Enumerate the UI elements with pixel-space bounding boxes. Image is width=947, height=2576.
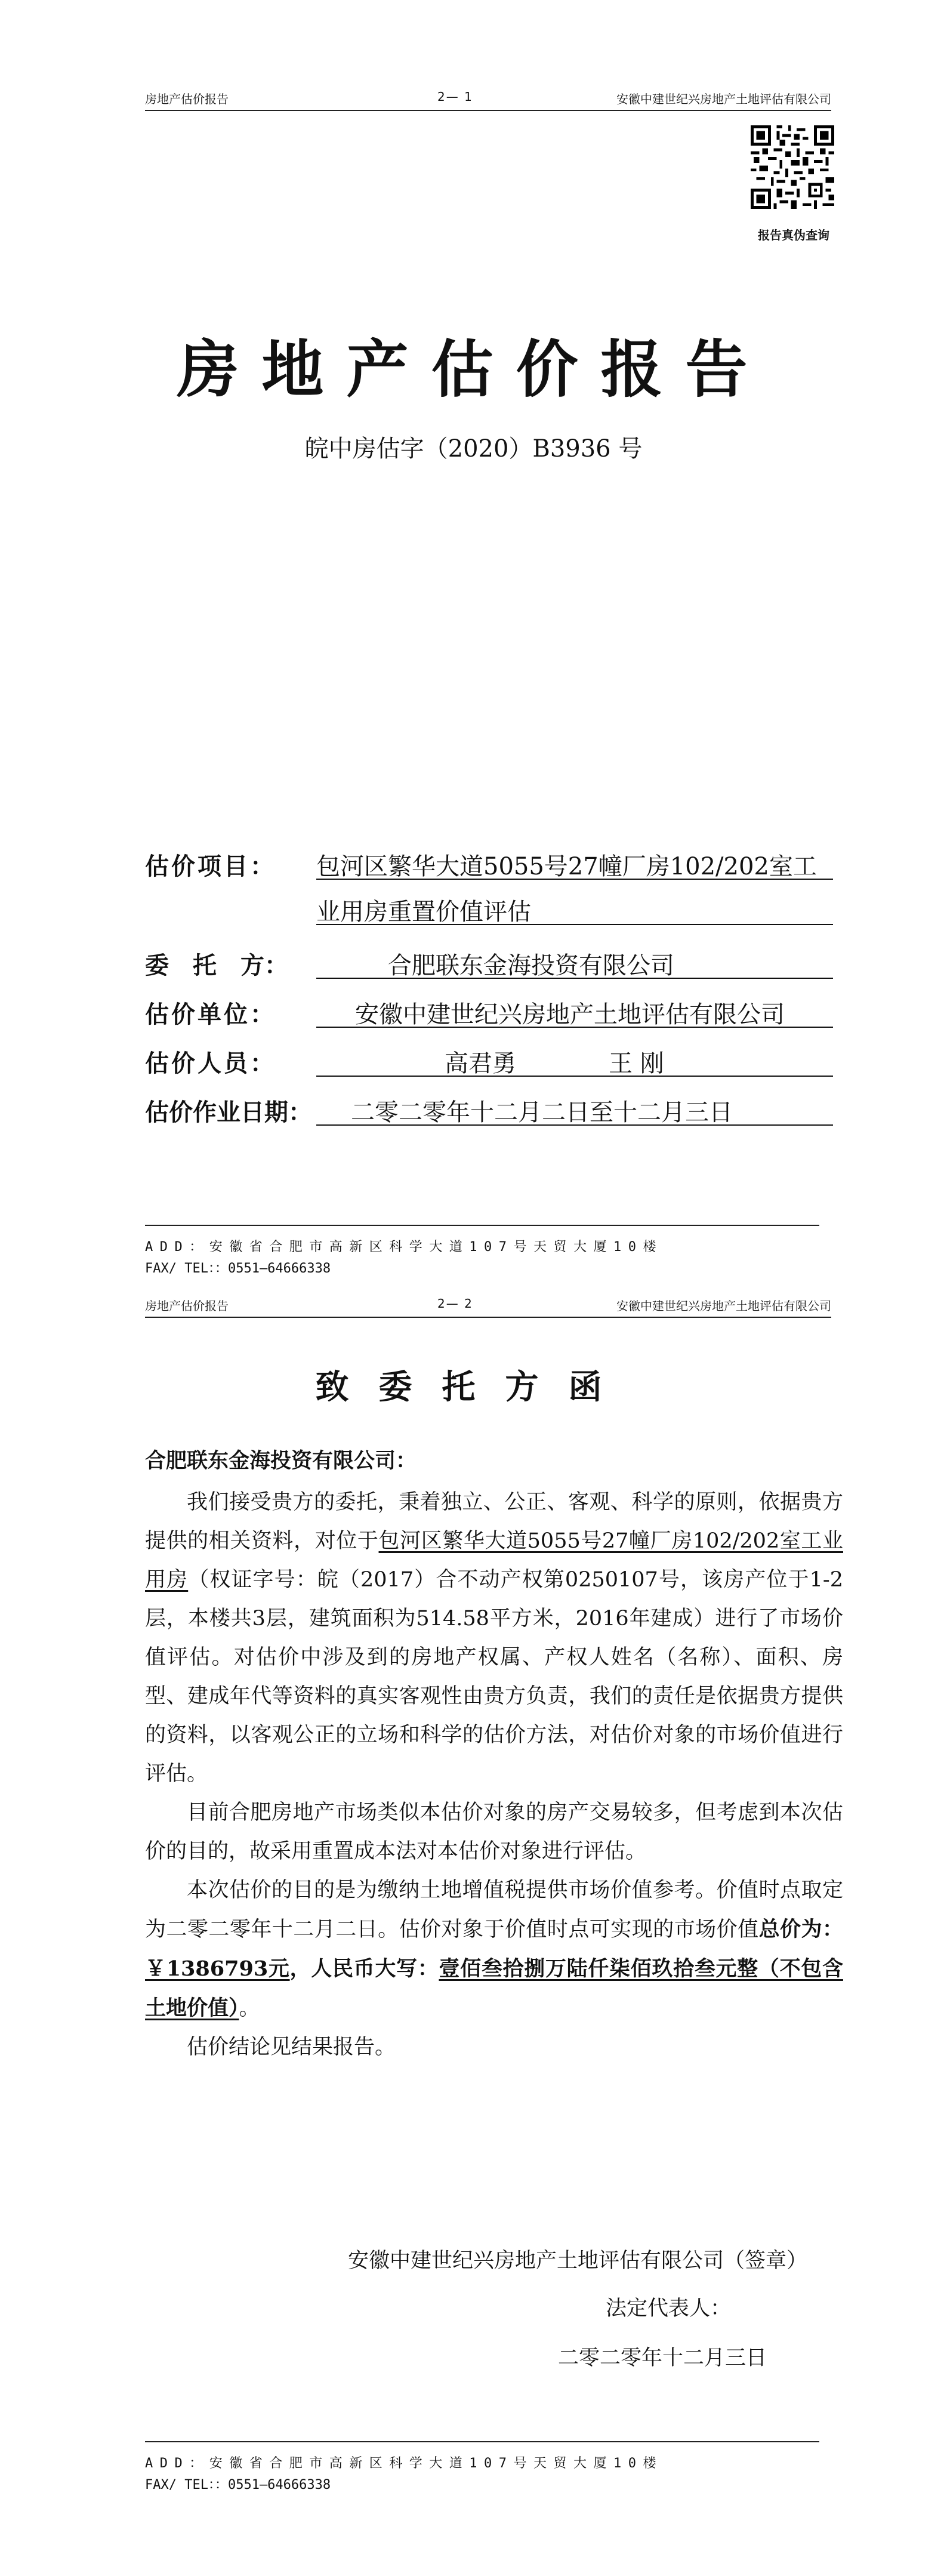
rmb-uppercase-value: 壹佰叁拾捌万陆仟柒佰玖拾叁元整（不包含土地价值） <box>145 1956 843 2020</box>
page-header <box>145 90 831 113</box>
footer-contact: FAX/ TEL：：0551—64666338 <box>145 1261 331 1276</box>
client-label: 委 托 方： <box>145 951 288 979</box>
header-right: 安徽中建世纪兴房地产土地评估有限公司 <box>616 1299 831 1313</box>
qr-code-icon[interactable] <box>751 125 834 209</box>
total-price-label: 总价为： <box>758 1917 843 1942</box>
total-price-value: ￥1386793元 <box>145 1956 290 1981</box>
property-address: 包河区繁华大道5055号27幢厂房102/202室工业用房 <box>145 1529 843 1592</box>
underline <box>316 1076 833 1077</box>
unit-label: 估价单位： <box>145 1000 276 1028</box>
signature-company: 安徽中建世纪兴房地产土地评估有限公司（签章） <box>348 2249 808 2273</box>
date-value: 二零二零年十二月二日至十二月三日 <box>351 1099 733 1126</box>
paragraph-3 <box>145 1871 843 2028</box>
underline <box>316 879 833 880</box>
underline <box>316 1124 833 1126</box>
signature-date: 二零二零年十二月三日 <box>558 2346 767 2370</box>
footer-contact: FAX/ TEL：：0551—64666338 <box>145 2478 331 2492</box>
project-value-line1: 包河区繁华大道5055号27幢厂房102/202室工 <box>316 853 817 880</box>
letter-page <box>0 1253 947 2576</box>
paragraph-3-end: 。 <box>239 1996 260 2020</box>
paragraph-1-text-c: （权证字号：皖（2017）合不动产权第0250107号，该房产位于1-2层，本楼共3层，建筑面积为514.58平方米，2016年建成）进行了市场价值评估。对估价中涉及到的房地产权属、产权人姓名（名称）、面积、房型、建成年代等资料的真实客观性由贵方负责，我们的责任是依据贵方提供的资料，以客观公正的立场和科学的估价方法，对估价对象的市场价值进行评估。 <box>145 1568 843 1786</box>
header-right: 安徽中建世纪兴房地产土地评估有限公司 <box>616 92 831 106</box>
header-left: 房地产估价报告 <box>145 1299 229 1313</box>
project-value-line2: 业用房重置价值评估 <box>316 898 531 926</box>
unit-value: 安徽中建世纪兴房地产土地评估有限公司 <box>355 1001 785 1028</box>
underline <box>316 924 833 925</box>
header-rule <box>145 1317 831 1318</box>
document-number: 皖中房估字（2020）B3936 号 <box>304 435 643 463</box>
footer-rule <box>145 2441 819 2442</box>
paragraph-1-text-a: 我们接受贵方的委托，秉着独立、公正、客观、科学的原则，依据贵方提供的相关资料，对位于 <box>145 1490 843 1553</box>
client-value: 合肥联东金海投资有限公司 <box>388 952 674 979</box>
rmb-uppercase-label: ，人民币大写： <box>289 1956 439 1981</box>
date-label: 估价作业日期： <box>145 1098 312 1126</box>
project-label: 估价项目： <box>145 852 276 880</box>
footer-address: ADD：安徽省合肥市高新区科学大道107号天贸大厦10楼 <box>145 1240 663 1255</box>
report-cover-page <box>0 0 947 1276</box>
page-header <box>145 1296 831 1320</box>
staff-label: 估价人员： <box>145 1049 276 1077</box>
paragraph-2: 目前合肥房地产市场类似本估价对象的房产交易较多，但考虑到本次估价的目的，故采用重置成本法对本估价对象进行评估。 <box>145 1801 843 1863</box>
header-left: 房地产估价报告 <box>145 92 229 106</box>
paragraph-4: 估价结论见结果报告。 <box>187 2035 396 2059</box>
paragraph-1 <box>145 1483 843 1794</box>
header-rule <box>145 110 831 111</box>
footer-address: ADD：安徽省合肥市高新区科学大道107号天贸大厦10楼 <box>145 2456 663 2471</box>
staff-name-1: 高君勇 <box>445 1050 516 1077</box>
report-title: 房地产估价报告 <box>177 332 770 406</box>
underline <box>316 1027 833 1028</box>
underline <box>316 978 833 979</box>
paragraph-3-text-a: 本次估价的目的是为缴纳土地增值税提供市场价值参考。价值时点取定为二零二零年十二月二日。估价对象于价值时点可实现的市场价值 <box>145 1878 843 1942</box>
header-page-number: 2— 1 <box>437 90 473 104</box>
letter-salutation: 合肥联东金海投资有限公司： <box>145 1449 417 1473</box>
footer-rule <box>145 1225 819 1226</box>
letter-title: 致委托方函 <box>315 1367 632 1407</box>
header-page-number: 2— 2 <box>437 1296 473 1311</box>
staff-name-2: 王 刚 <box>609 1050 664 1077</box>
qr-caption: 报告真伪查询 <box>758 228 829 242</box>
letter-body <box>145 1483 843 2067</box>
signature-representative: 法定代表人： <box>606 2297 732 2321</box>
